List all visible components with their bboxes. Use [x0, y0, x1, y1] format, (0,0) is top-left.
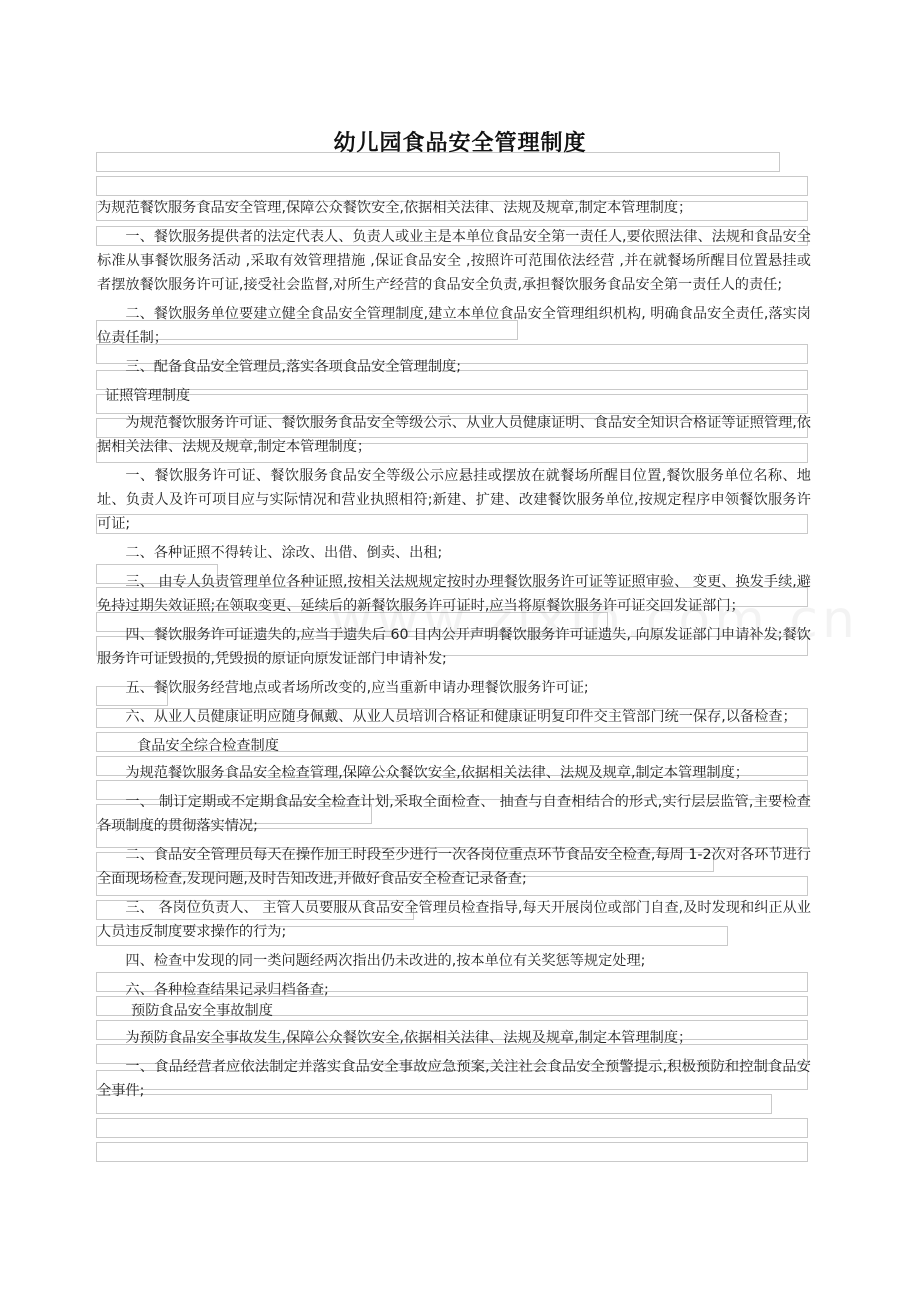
document-body	[97, 196, 811, 1108]
paragraph: 四、检查中发现的同一类问题经两次指出仍未改进的,按本单位有关奖惩等规定处理;	[125, 953, 646, 969]
section-heading: 预防食品安全事故制度	[131, 1003, 273, 1019]
paragraph: 三、 各岗位负责人、 主管人员要服从食品安全管理员检查指导,每天开展岗位或部门自查,及时发现和纠正从业人员违反制度要求操作的行为;	[97, 900, 811, 940]
paragraph: 二、各种证照不得转让、涂改、出借、倒卖、出租;	[125, 545, 443, 561]
section-heading: 证照管理制度	[105, 388, 191, 404]
paragraph: 六、从业人员健康证明应随身佩戴、从业人员培训合格证和健康证明复印件交主管部门统一保存,以备检查；	[125, 709, 797, 725]
paragraph: 六、各种检查结果记录归档备查;	[125, 982, 329, 998]
paragraph: 一、 制订定期或不定期食品安全检查计划,采取全面检查、 抽查与自查相结合的形式,实行层层监管,主要检查各项制度的贯彻落实情况;	[97, 794, 811, 834]
paragraph: 一、餐饮服务许可证、餐饮服务食品安全等级公示应悬挂或摆放在就餐场所醒目位置,餐饮服务单位名称、地址、负责人及许可项目应与实际情况和营业执照相符;新建、扩建、改建餐饮服务单位,按规定程序申领餐饮服务许可证;	[97, 468, 811, 532]
paragraph: 为预防食品安全事故发生,保障公众餐饮安全,依据相关法律、法规及规章,制定本管理制度；	[125, 1030, 693, 1046]
paragraph: 三、配备食品安全管理员,落实各项食品安全管理制度;	[125, 359, 461, 375]
paragraph: 二、餐饮服务单位要建立健全食品安全管理制度,建立本单位食品安全管理组织机构, 明确食品安全责任,落实岗位责任制；	[97, 306, 811, 346]
paragraph: 一、餐饮服务提供者的法定代表人、负责人或业主是本单位食品安全第一责任人,要依照法律、法规和食品安全标准从事餐饮服务活动 ,采取有效管理措施 ,保证食品安全 ,按照许可范围依法经营 ,并在就餐场所醒目位置悬挂或者摆放餐饮服务许可证,接受社会监督,对所生产经营的食品安全负责,承担餐饮服务食品安全第一责任人的责任;	[97, 229, 811, 293]
paragraph: 四、餐饮服务许可证遗失的,应当于遗失后 60 日内公开声明餐饮服务许可证遗失, 向原发证部门申请补发;餐饮服务许可证毁损的,凭毁损的原证向原发证部门申请补发;	[97, 627, 811, 667]
paragraph: 三、 由专人负责管理单位各种证照,按相关法规规定按时办理餐饮服务许可证等证照审验、 变更、换发手续,避免持过期失效证照;在领取变更、延续后的新餐饮服务许可证时,应当将原餐饮服务许可证交回发证部门；	[97, 574, 811, 614]
paragraph: 一、食品经营者应依法制定并落实食品安全事故应急预案,关注社会食品安全预警提示,积极预防和控制食品安全事件;	[97, 1059, 811, 1099]
paragraph: 为规范餐饮服务许可证、餐饮服务食品安全等级公示、从业人员健康证明、食品安全知识合格证等证照管理,依据相关法律、法规及规章,制定本管理制度；	[97, 415, 811, 455]
paragraph: 为规范餐饮服务食品安全管理,保障公众餐饮安全,依据相关法律、法规及规章,制定本管理制度；	[97, 200, 693, 216]
document-title: 幼儿园食品安全管理制度	[333, 130, 587, 156]
paragraph: 五、餐饮服务经营地点或者场所改变的,应当重新申请办理餐饮服务许可证;	[125, 680, 589, 696]
paragraph: 二、食品安全管理员每天在操作加工时段至少进行一次各岗位重点环节食品安全检查,每周 1-2次对各环节进行全面现场检查,发现问题,及时告知改进,并做好食品安全检查记录备查;	[97, 847, 811, 887]
paragraph: 为规范餐饮服务食品安全检查管理,保障公众餐饮安全,依据相关法律、法规及规章,制定本管理制度；	[125, 765, 749, 781]
section-heading: 食品安全综合检查制度	[137, 738, 279, 754]
